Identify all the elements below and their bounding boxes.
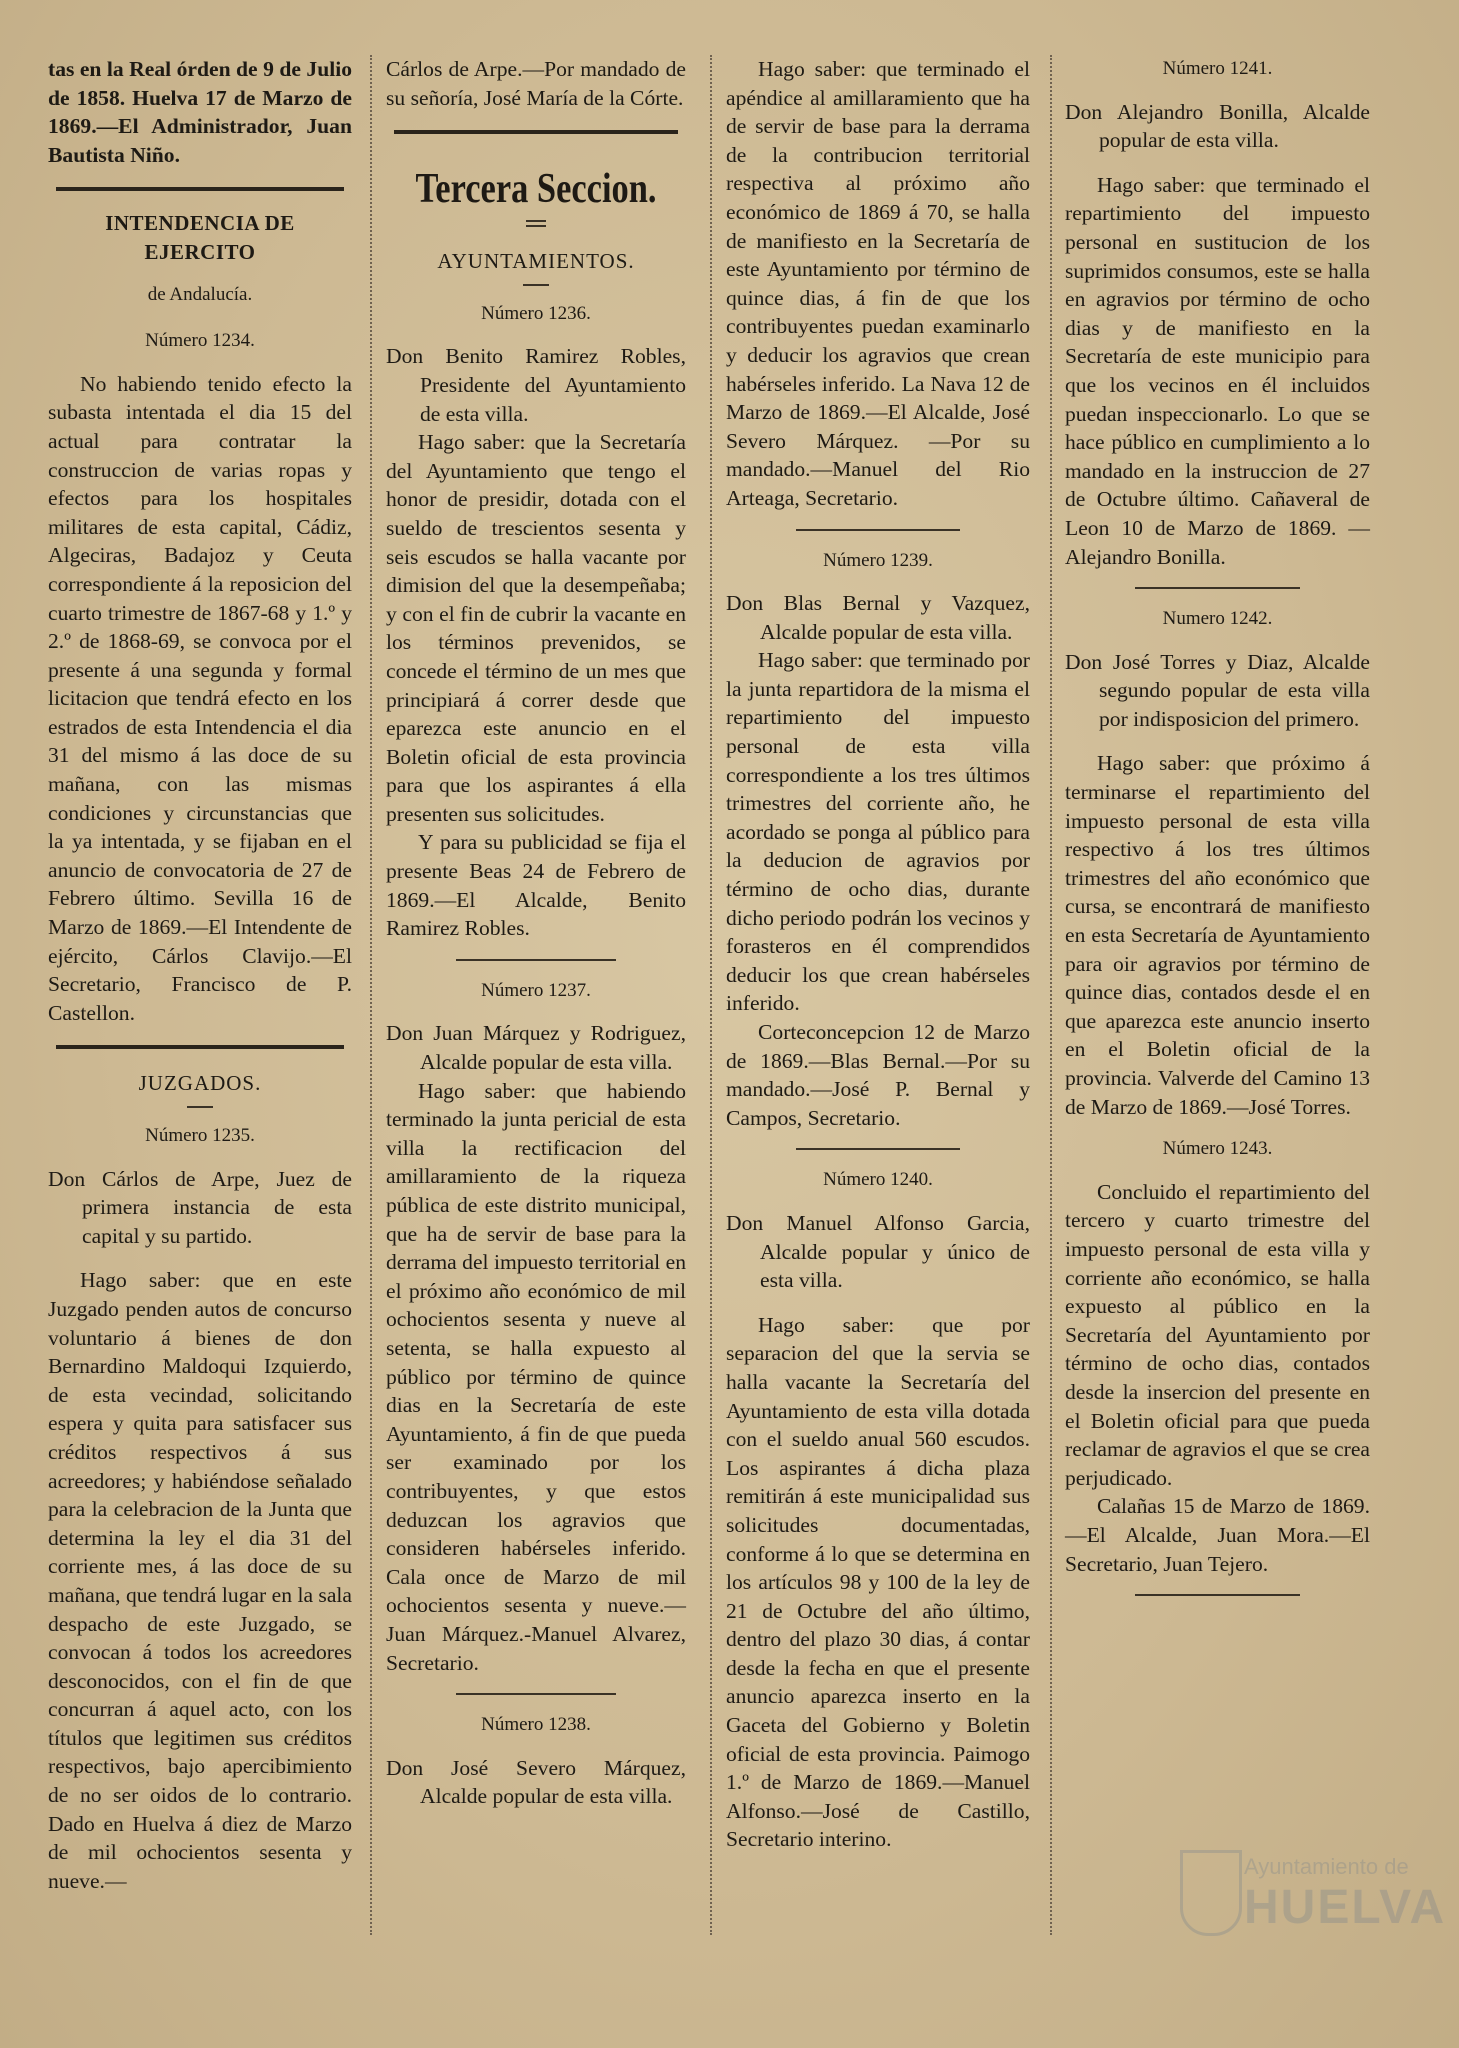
notice-body: Hago saber: que la Secretaría del Ayuntamiento que tengo el honor de presidir, dotada con el sueldo de trescientos sesenta y seis escudos se halla vacante por dimision del que la desempeñaba; y con el fin de cubrir la vacante en los términos prevenidos, se concede el término de un mes que principiará á correr desde que eparezca este anuncio en el Boletin oficial de esta provincia para que los aspirantes á ella presenten sus solicitudes. (386, 430, 686, 826)
section-heading: AYUNTAMIENTOS. (437, 249, 635, 274)
notice-number: Número 1236. (481, 302, 591, 324)
divider (523, 284, 549, 286)
notice-body: Hago saber: que terminado el apéndice al amillaramiento que ha de servir de base para la derrama de la contribucion territorial respectiva al próximo año económico de 1869 á 70, se halla de manifiesto en la Secretaría de este Ayuntamiento por término de quince dias, á fin de que los contribuyentes puedan examinarlo y deducir los agravios que crean habérseles inferido. La Nava 12 de Marzo de 1869.—El Alcalde, José Severo Márquez. —Por su mandado.—Manuel del Rio Arteaga, Secretario. (726, 57, 1030, 510)
notice-intro: Don Juan Márquez y Rodriguez, Alcalde popular de esta villa. (386, 1021, 686, 1075)
section-rule (56, 1045, 344, 1049)
notice-intro: Don Benito Ramirez Robles, Presidente del Ayuntamiento de esta villa. (386, 344, 686, 426)
column-divider (1050, 55, 1052, 1935)
divider (187, 1106, 213, 1108)
watermark-line2: HUELVA (1244, 1881, 1447, 1934)
section-rule (394, 130, 678, 134)
section-title: Tercera Seccion. (415, 166, 657, 213)
notice-number: Número 1238. (481, 1714, 591, 1736)
notice-intro: Don Manuel Alfonso Garcia, Alcalde popular y único de esta villa. (726, 1210, 1030, 1293)
notice-body: Concluido el repartimiento del tercero y cuarto trimestre del impuesto personal de esta villa y corriente año económico, se halla expuesto al público en la Secretaría del Ayuntamiento por término de ocho dias, contados desde la insercion del presente en el Boletin oficial para que pueda reclamar de agravios el que se crea perjudicado. (1065, 1179, 1370, 1490)
divider (1135, 1594, 1300, 1596)
section-heading: INTENDENCIA DE EJERCITO (105, 211, 295, 264)
notice-intro: Don Alejandro Bonilla, Alcalde popular de esta villa. (1065, 99, 1370, 153)
coat-of-arms-icon (1180, 1850, 1242, 1936)
column-4 (1065, 55, 1370, 1612)
notice-number: Número 1239. (823, 549, 933, 571)
notice-body: Corteconcepcion 12 de Marzo de 1869.—Blas Bernal.—Por su mandado.—José P. Bernal y Campos, Secretario. (726, 1020, 1030, 1130)
notice-intro: Don Cárlos de Arpe, Juez de primera instancia de esta capital y su partido. (48, 1166, 352, 1248)
notice-body: Hago saber: que próximo á terminarse el repartimiento del impuesto personal de esta villa respectivo á los tres últimos trimestres del año económico que cursa, se encontrará de manifiesto en esta Secretaría de Ayuntamiento para oir agravios por término de quince dias, contados desde el en que aparezca este anuncio inserto en el Boletin oficial de la provincia. Valverde del Camino 13 de Marzo de 1869.—José Torres. (1065, 751, 1370, 1119)
notice-number: Número 1235. (145, 1125, 255, 1146)
notice-number: Número 1234. (145, 330, 255, 352)
column-2 (386, 55, 686, 1811)
continued-text: tas en la Real órden de 9 de Julio de 1858. Huelva 17 de Marzo de 1869.—El Administrador, Juan Bautista Niño. (48, 57, 352, 167)
divider (526, 220, 546, 227)
section-heading: JUZGADOS. (138, 1071, 262, 1096)
divider (1135, 587, 1300, 589)
notice-intro: Don José Severo Márquez, Alcalde popular de esta villa. (386, 1755, 686, 1809)
divider (456, 959, 616, 961)
notice-number: Número 1243. (1162, 1138, 1273, 1160)
notice-body: Hago saber: que terminado el repartimiento del impuesto personal en sustitucion de los suprimidos consumos, este se halla en agravios por término de ocho dias y de manifiesto en la Secretaría de este municipio para que los vecinos en él incluidos puedan inspeccionarlo. Lo que se hace público en cumplimiento a lo mandado en la instruccion de 27 de Octubre último. Cañaveral de Leon 10 de Marzo de 1869. —Alejandro Bonilla. (1065, 172, 1370, 569)
notice-intro: Don Blas Bernal y Vazquez, Alcalde popular de esta villa. (726, 591, 1030, 644)
column-1 (48, 55, 352, 1895)
notice-body: Calañas 15 de Marzo de 1869.—El Alcalde, Juan Mora.—El Secretario, Juan Tejero. (1065, 1494, 1370, 1576)
column-divider (370, 55, 372, 1935)
section-rule (56, 187, 344, 191)
archive-watermark (1180, 1840, 1447, 1960)
divider (456, 1693, 616, 1695)
watermark-line1: Ayuntamiento de (1244, 1854, 1409, 1879)
notice-body: Hago saber: que en este Juzgado penden autos de concurso voluntario á bienes de don Bernardino Maldoqui Izquierdo, de esta vecindad, solicitando espera y quita para satisfacer sus créditos respectivos á sus acreedores; y habiéndose señalado para la celebracion de la Junta que determina la ley el dia 31 del corriente mes, á las doce de su mañana, que tendrá lugar en la sala despacho de este Juzgado, se convocan á todos los acreedores desconocidos, con el fin de que concurran á aquel acto, con los títulos que legitimen sus créditos respectivos, bajo apercibimiento de no ser oidos de lo contrario. Dado en Huelva á diez de Marzo de mil ochocientos sesenta y nueve.— (48, 1268, 352, 1893)
notice-body: No habiendo tenido efecto la subasta intentada el dia 15 del actual para contratar la construccion de varias ropas y efectos para los hospitales militares de esta capital, Cádiz, Algeciras, Badajoz y Ceuta correspondiente á la reposicion del cuarto trimestre de 1867-68 y 1.º y 2.º de 1868-69, se convoca por el presente á una segunda y formal licitacion que tendrá efecto en los estrados de esta Intendencia el dia 31 del mismo á las doce de su mañana, con las mismas condiciones y circunstancias que la ya intentada, y se fijaban en el anuncio de convocatoria de 27 de Febrero último. Sevilla 16 de Marzo de 1869.—El Intendente de ejército, Cárlos Clavijo.—El Secretario, Francisco de P. Castellon. (48, 371, 352, 1025)
divider (796, 529, 960, 531)
notice-body: Hago saber: que por separacion del que la servia se halla vacante la Secretaría del Ayuntamiento de esta villa dotada con el sueldo anual 560 escudos. Los aspirantes á dicha plaza remitirán á este municipalidad sus solicitudes documentadas, conforme á lo que se determina en los artículos 98 y 100 de la ley de 21 de Octubre del año último, dentro del plazo 30 dias, á contar desde la fecha en que el presente anuncio aparezca inserto en la Gaceta del Gobierno y Boletin oficial de esta provincia. Paimogo 1.º de Marzo de 1869.—Manuel Alfonso.—José de Castillo, Secretario interino. (726, 1312, 1030, 1852)
notice-body: Hago saber: que terminado por la junta repartidora de la misma el repartimiento del impuesto personal de esta villa correspondiente a los tres últimos trimestres del corriente año, he acordado se ponga al público para la deducion de agravios por término de ocho dias, durante dicho periodo podrán los vecinos y forasteros en él comprendidos deducir los que crean habérseles inferido. (726, 648, 1030, 1016)
continued-text: Cárlos de Arpe.—Por mandado de su señoría, José María de la Córte. (386, 57, 686, 110)
notice-intro: Don José Torres y Diaz, Alcalde segundo popular de esta villa por indisposicion del primero. (1065, 649, 1370, 731)
notice-number: Número 1240. (823, 1169, 933, 1191)
notice-number: Numero 1242. (1162, 608, 1273, 630)
divider (796, 1148, 960, 1150)
notice-body: Hago saber: que habiendo terminado la junta pericial de esta villa la rectificacion del amillaramiento de la riqueza pública de este distrito municipal, que ha de servir de base para la derrama del impuesto territorial en el próximo año económico de mil ochocientos sesenta y nueve al setenta, se halla expuesto al público por término de quince dias en la Secretaría de este Ayuntamiento, á fin de que pueda ser examinado por los contribuyentes, y que estos deduzcan los agravios que consideren habérseles inferido. Cala once de Marzo de mil ochocientos sesenta y nueve.—Juan Márquez.-Manuel Alvarez, Secretario. (386, 1078, 686, 1675)
column-3 (726, 55, 1030, 1854)
section-subheading: de Andalucía. (147, 283, 253, 305)
notice-body: Y para su publicidad se fija el presente Beas 24 de Febrero de 1869.—El Alcalde, Benito Ramirez Robles. (386, 830, 686, 941)
notice-number: Número 1237. (481, 979, 591, 1001)
notice-number: Número 1241. (1162, 58, 1273, 79)
column-divider (710, 55, 712, 1935)
